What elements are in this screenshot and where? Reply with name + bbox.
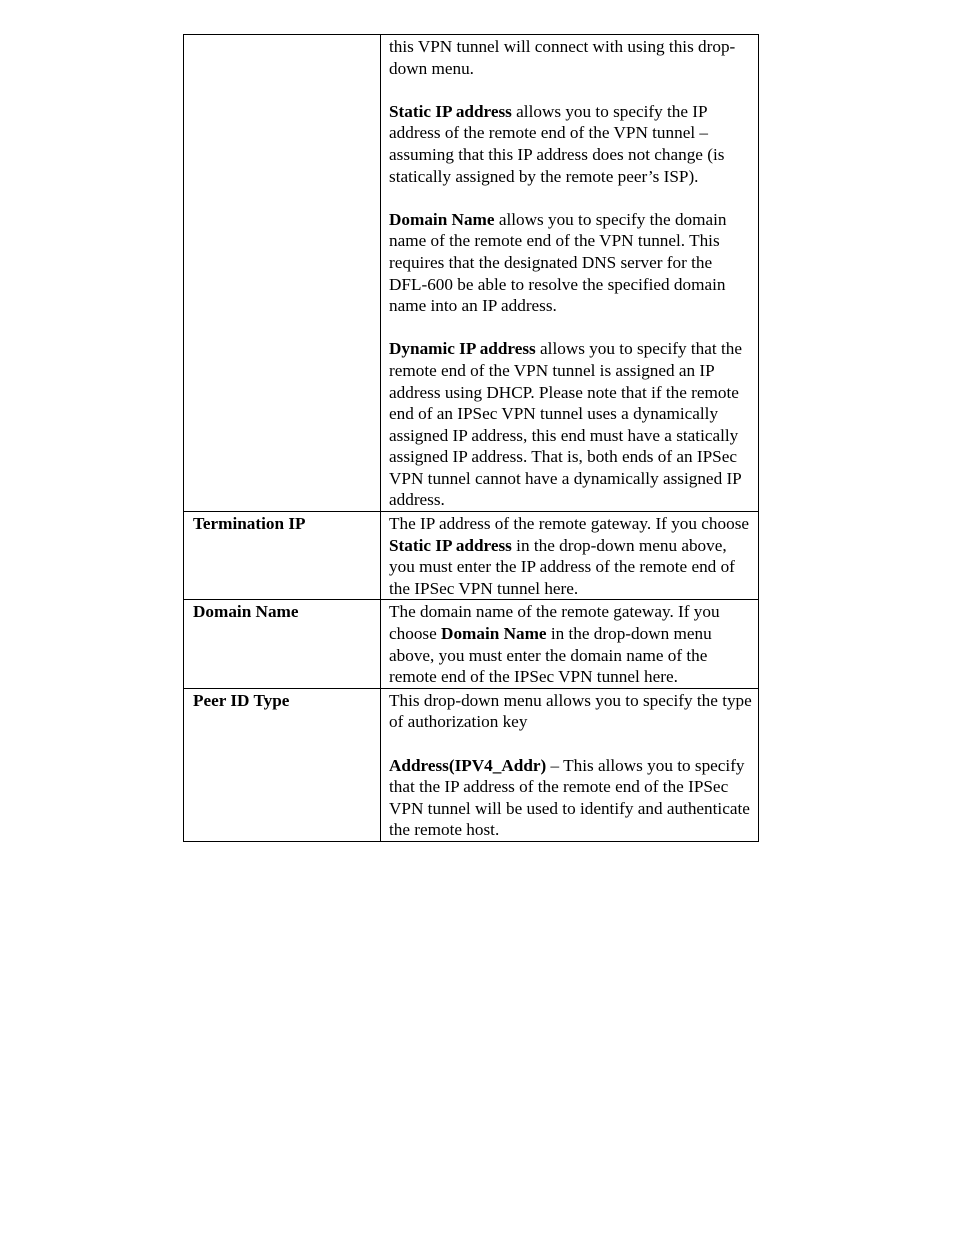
description-paragraph bbox=[389, 513, 752, 599]
bold-term: Domain Name bbox=[441, 624, 547, 644]
bold-term: Domain Name bbox=[389, 209, 495, 229]
description-cell bbox=[381, 600, 759, 688]
text-run: in the drop-down menu above, you must enter the IP address of the remote end of the IPSec VPN tunnel here. bbox=[389, 535, 735, 598]
text-run: this VPN tunnel will connect with using this drop-down menu. bbox=[389, 37, 736, 78]
description-paragraph bbox=[389, 338, 752, 511]
text-run: The IP address of the remote gateway. If you choose bbox=[389, 514, 750, 534]
term-cell bbox=[184, 35, 381, 512]
description-paragraph bbox=[389, 690, 752, 733]
bold-term: Address(IPV4_Addr) bbox=[389, 755, 547, 775]
term-cell: Peer ID Type bbox=[184, 688, 381, 841]
text-run: allows you to specify the IP address of the remote end of the VPN tunnel – assuming that this IP address does not change (is statically assigned by the remote peer’s ISP). bbox=[389, 101, 725, 186]
text-run: The domain name of the remote gateway. If you choose bbox=[389, 602, 720, 644]
description-paragraph bbox=[389, 209, 752, 317]
table-row bbox=[184, 600, 759, 688]
text-run: This drop-down menu allows you to specify the type of authorization key bbox=[389, 690, 752, 732]
description-paragraph bbox=[389, 601, 752, 687]
description-cell bbox=[381, 512, 759, 600]
text-run: allows you to specify the domain name of the remote end of the VPN tunnel. This requires that the designated DNS server for the DFL-600 be able to resolve the specified domain name into an IP address. bbox=[389, 209, 727, 316]
bold-term: Dynamic IP address bbox=[389, 339, 536, 359]
table-body bbox=[184, 35, 759, 842]
description-cell bbox=[381, 35, 759, 512]
text-run: in the drop-down menu above, you must enter the domain name of the remote end of the IPSec VPN tunnel here. bbox=[389, 624, 712, 687]
description-cell bbox=[381, 688, 759, 841]
table-row bbox=[184, 688, 759, 841]
description-paragraph bbox=[389, 101, 752, 187]
table-row bbox=[184, 35, 759, 512]
text-run: – This allows you to specify that the IP address of the remote end of the IPSec VPN tunnel will be used to identify and authenticate the remote host. bbox=[389, 755, 750, 840]
bold-term: Static IP address bbox=[389, 101, 512, 121]
description-table bbox=[183, 34, 759, 842]
term-cell: Domain Name bbox=[184, 600, 381, 688]
description-paragraph bbox=[389, 36, 752, 79]
text-run: allows you to specify that the remote end of the VPN tunnel is assigned an IP address using DHCP. Please note that if the remote end of an IPSec VPN tunnel uses a dynamically assigned IP address, this end must have a statically assigned IP address. That is, both ends of an IPSec VPN tunnel cannot have a dynamically assigned IP address. bbox=[389, 339, 742, 510]
description-paragraph bbox=[389, 755, 752, 841]
table-row bbox=[184, 512, 759, 600]
term-cell: Termination IP bbox=[184, 512, 381, 600]
bold-term: Static IP address bbox=[389, 535, 512, 555]
